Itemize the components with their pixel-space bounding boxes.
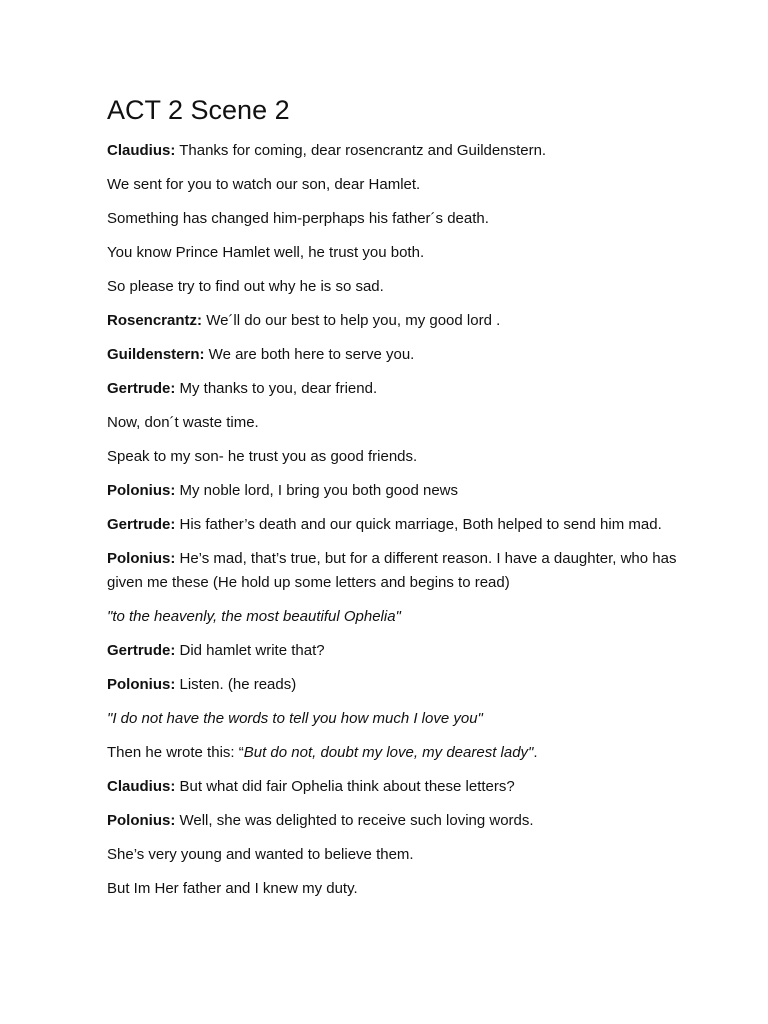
dialogue-text: Listen. (he reads) xyxy=(175,676,297,693)
dialogue-text: Well, she was delighted to receive such loving words. xyxy=(175,812,534,829)
dialogue-text: You know Prince Hamlet well, he trust you both. xyxy=(107,244,425,261)
dialogue-line xyxy=(107,207,707,231)
dialogue-line xyxy=(107,775,707,799)
dialogue-text: He’s mad, that’s true, but for a different reason. I have a daughter, who has given me these (He hold up some letters and begins to read) xyxy=(107,550,677,591)
dialogue-line xyxy=(107,673,707,697)
dialogue-text: We´ll do our best to help you, my good lord . xyxy=(202,312,501,329)
speaker-name: Gertrude: xyxy=(107,516,176,533)
dialogue-line xyxy=(107,377,707,401)
dialogue-text: But Im Her father and I knew my duty. xyxy=(107,880,358,897)
dialogue-line xyxy=(107,513,707,537)
dialogue-line xyxy=(107,479,707,503)
dialogue-text: She’s very young and wanted to believe them. xyxy=(107,846,414,863)
dialogue-text: Speak to my son- he trust you as good friends. xyxy=(107,448,418,465)
dialogue-line xyxy=(107,741,707,765)
dialogue-line xyxy=(107,173,707,197)
dialogue-text: Thanks for coming, dear rosencrantz and Guildenstern. xyxy=(175,142,547,159)
dialogue-line xyxy=(107,547,707,595)
speaker-name: Polonius: xyxy=(107,550,176,567)
dialogue-text: Did hamlet write that? xyxy=(175,642,325,659)
speaker-name: Claudius: xyxy=(107,142,176,159)
dialogue-text: So please try to find out why he is so sad. xyxy=(107,278,384,295)
dialogue-line xyxy=(107,411,707,435)
speaker-name: Gertrude: xyxy=(107,642,176,659)
dialogue-text: Something has changed him-perphaps his father´s death. xyxy=(107,210,489,227)
letter-quote: "to the heavenly, the most beautiful Ophelia" xyxy=(107,608,401,625)
speaker-name: Polonius: xyxy=(107,676,176,693)
speaker-name: Guildenstern: xyxy=(107,346,205,363)
dialogue-text: Then he wrote this: “ xyxy=(107,744,244,761)
dialogue-line xyxy=(107,275,707,299)
dialogue-line xyxy=(107,241,707,265)
speaker-name: Rosencrantz: xyxy=(107,312,203,329)
letter-quote-line xyxy=(107,707,707,731)
dialogue-text: But what did fair Ophelia think about these letters? xyxy=(175,778,515,795)
dialogue-text: Now, don´t waste time. xyxy=(107,414,259,431)
speaker-name: Polonius: xyxy=(107,812,176,829)
letter-quote-line xyxy=(107,605,707,629)
dialogue-line xyxy=(107,843,707,867)
dialogue-line xyxy=(107,877,707,901)
dialogue-text: His father’s death and our quick marriage, Both helped to send him mad. xyxy=(175,516,662,533)
page-title: ACT 2 Scene 2 xyxy=(107,95,290,125)
letter-quote: "I do not have the words to tell you how much I love you" xyxy=(107,710,483,727)
dialogue-line xyxy=(107,309,707,333)
dialogue-line xyxy=(107,445,707,469)
script-page xyxy=(107,95,707,911)
speaker-name: Polonius: xyxy=(107,482,176,499)
dialogue-text: We sent for you to watch our son, dear Hamlet. xyxy=(107,176,421,193)
dialogue-text-end: . xyxy=(533,744,538,761)
speaker-name: Gertrude: xyxy=(107,380,176,397)
dialogue-line xyxy=(107,139,707,163)
dialogue-text: My thanks to you, dear friend. xyxy=(175,380,378,397)
dialogue-line xyxy=(107,343,707,367)
letter-quote: But do not, doubt my love, my dearest lady" xyxy=(243,744,534,761)
dialogue-line xyxy=(107,639,707,663)
speaker-name: Claudius: xyxy=(107,778,176,795)
dialogue-line xyxy=(107,809,707,833)
dialogue-text: My noble lord, I bring you both good news xyxy=(175,482,458,499)
dialogue-text: We are both here to serve you. xyxy=(204,346,415,363)
